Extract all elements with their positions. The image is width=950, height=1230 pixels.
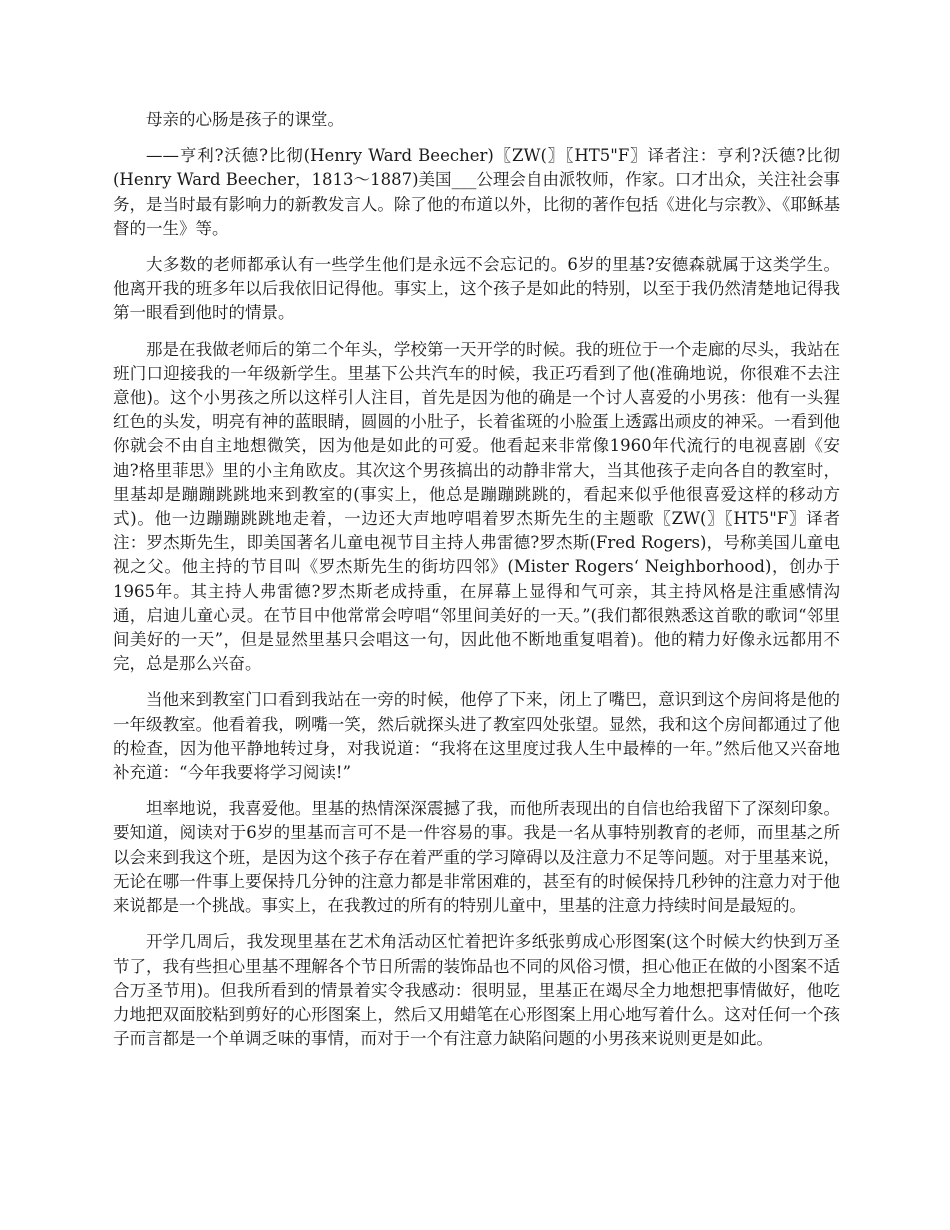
epigraph-attribution: ——亨利?沃德?比彻(Henry Ward Beecher)〖ZW(〗〖HT5"F〗译者注：亨利?沃德?比彻(Henry Ward Beecher，1813～1887)美国___公理会自由派牧师，作家。口才出众，关注社会事务，是当时最有影响力的新教发言人。除了他的布道以外，比彻的著作包括《进化与宗教》、《耶稣基督的一生》等。 (113, 146, 840, 238)
body-paragraph: 当他来到教室门口看到我站在一旁的时候，他停了下来，闭上了嘴巴，意识到这个房间将是他的一年级教室。他看着我，咧嘴一笑，然后就探头进了教室四处张望。显然，我和这个房间都通过了他的检查，因为他平静地转过身，对我说道：“我将在这里度过我人生中最棒的一年。”然后他又兴奋地补充道：“今年我要将学习阅读!” (113, 690, 840, 783)
document-page (113, 108, 840, 1063)
epigraph: 母亲的心肠是孩子的课堂。 (146, 110, 344, 129)
body-paragraph: 坦率地说，我喜爱他。里基的热情深深震撼了我，而他所表现出的自信也给我留下了深刻印象。要知道，阅读对于6岁的里基而言可不是一件容易的事。我是一名从事特别教育的老师，而里基之所以会来到我这个班，是因为这个孩子存在着严重的学习障碍以及注意力不足等问题。对于里基来说，无论在哪一件事上要保持几分钟的注意力都是非常困难的，甚至有的时候保持几秒钟的注意力对于他来说都是一个挑战。事实上，在我教过的所有的特别儿童中，里基的注意力持续时间是最短的。 (113, 799, 840, 916)
body-paragraph: 开学几周后，我发现里基在艺术角活动区忙着把许多纸张剪成心形图案(这个时候大约快到万圣节了，我有些担心里基不理解各个节日所需的装饰品也不同的风俗习惯，担心他正在做的小图案不适合万圣节用)。但我所看到的情景着实令我感动：很明显，里基正在竭尽全力地想把事情做好，他吃力地把双面胶粘到剪好的心形图案上，然后又用蜡笔在心形图案上用心地写着什么。这对任何一个孩子而言都是一个单调乏味的事情，而对于一个有注意力缺陷问题的小男孩来说则更是如此。 (113, 932, 840, 1049)
body-paragraph: 那是在我做老师后的第二个年头，学校第一天开学的时候。我的班位于一个走廊的尽头，我站在班门口迎接我的一年级新学生。里基下公共汽车的时候，我正巧看到了他(准确地说，你很难不去注意他)。这个小男孩之所以这样引人注目，首先是因为他的确是一个讨人喜爱的小男孩：他有一头猩红色的头发，明亮有神的蓝眼睛，圆圆的小肚子，长着雀斑的小脸蛋上透露出顽皮的神采。一看到他你就会不由自主地想微笑，因为他是如此的可爱。他看起来非常像1960年代流行的电视喜剧《安迪?格里菲思》里的小主角欧皮。其次这个男孩搞出的动静非常大，当其他孩子走向各自的教室时，里基却是蹦蹦跳跳地来到教室的(事实上，他总是蹦蹦跳跳的，看起来似乎他很喜爱这样的移动方式)。他一边蹦蹦跳跳地走着，一边还大声地哼唱着罗杰斯先生的主题歌〖ZW(〗〖HT5"F〗译者注：罗杰斯先生，即美国著名儿童电视节目主持人弗雷德?罗杰斯(Fred Rogers)，号称美国儿童电视之父。他主持的节目叫《罗杰斯先生的街坊四邻》(Mister Rogers‘ Neighborhood)，创办于1965年。其主持人弗雷德?罗杰斯老成持重，在屏幕上显得和气可亲，其主持风格是注重感情沟通，启迪儿童心灵。在节目中他常常会哼唱“邻里间美好的一天。”(我们都很熟悉这首歌的歌词“邻里间美好的一天”，但是显然里基只会唱这一句，因此他不断地重复唱着)。他的精力好像永远都用不完，总是那么兴奋。 (113, 339, 840, 674)
body-paragraph: 大多数的老师都承认有一些学生他们是永远不会忘记的。6岁的里基?安德森就属于这类学生。他离开我的班多年以后我依旧记得他。事实上，这个孩子是如此的特别，以至于我仍然清楚地记得我第一眼看到他时的情景。 (113, 255, 840, 323)
